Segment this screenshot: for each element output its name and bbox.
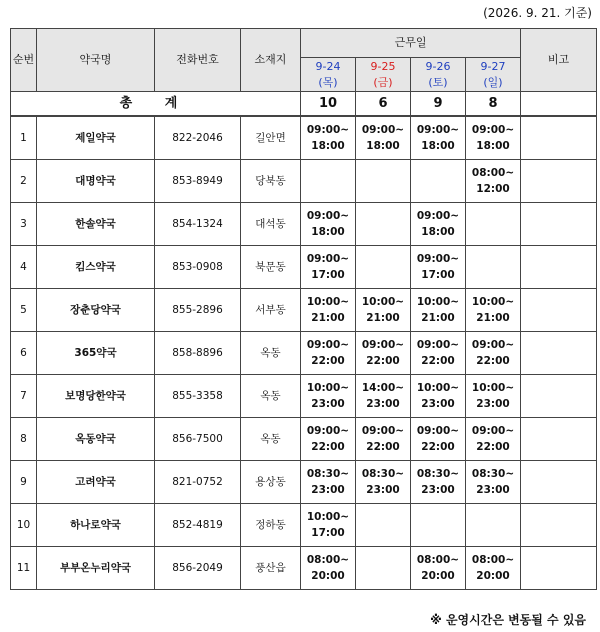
work-hours xyxy=(411,116,466,160)
work-hours xyxy=(301,504,356,547)
phone-number: 853-8949 xyxy=(155,160,241,203)
start-time: 14:00~ xyxy=(361,382,405,394)
pharmacy-name: 하나로약국 xyxy=(37,504,155,547)
note-cell xyxy=(521,375,597,418)
pharmacy-name: 365약국 xyxy=(37,332,155,375)
footnote: ※ 운영시간은 변동될 수 있음 xyxy=(430,613,586,627)
end-time: 22:00 xyxy=(476,441,510,453)
end-time: 23:00 xyxy=(476,484,510,496)
as-of-date: (2026. 9. 21. 기준) xyxy=(483,6,592,20)
total-count: 8 xyxy=(466,92,521,117)
day-header xyxy=(466,58,521,92)
location: 풍산읍 xyxy=(241,547,301,590)
table-row xyxy=(11,289,597,332)
work-hours xyxy=(411,160,466,203)
end-time: 21:00 xyxy=(311,312,345,324)
start-time: 08:30~ xyxy=(471,468,515,480)
end-time: 23:00 xyxy=(311,398,345,410)
table-row xyxy=(11,332,597,375)
work-hours xyxy=(356,375,411,418)
start-time: 09:00~ xyxy=(361,339,405,351)
start-time: 09:00~ xyxy=(361,425,405,437)
start-time: 10:00~ xyxy=(306,382,350,394)
header-work-days: 근무일 xyxy=(301,29,521,58)
pharmacy-name: 제일약국 xyxy=(37,116,155,160)
location: 서부동 xyxy=(241,289,301,332)
phone-number: 855-2896 xyxy=(155,289,241,332)
table-row xyxy=(11,116,597,160)
end-time: 23:00 xyxy=(421,484,455,496)
work-hours xyxy=(301,246,356,289)
header-name: 약국명 xyxy=(37,29,155,92)
start-time: 09:00~ xyxy=(471,339,515,351)
phone-number: 855-3358 xyxy=(155,375,241,418)
row-number: 1 xyxy=(11,116,37,160)
work-hours xyxy=(411,332,466,375)
end-time: 18:00 xyxy=(311,140,345,152)
table-row xyxy=(11,504,597,547)
start-time: 09:00~ xyxy=(306,124,350,136)
start-time: 10:00~ xyxy=(416,296,460,308)
work-hours xyxy=(301,160,356,203)
total-count: 9 xyxy=(411,92,466,117)
work-hours xyxy=(356,246,411,289)
start-time: 10:00~ xyxy=(306,296,350,308)
total-label: 총 계 xyxy=(11,92,301,117)
start-time: 09:00~ xyxy=(416,339,460,351)
work-hours xyxy=(466,160,521,203)
note-cell xyxy=(521,289,597,332)
work-hours xyxy=(301,461,356,504)
work-hours xyxy=(466,203,521,246)
total-note xyxy=(521,92,597,117)
end-time: 23:00 xyxy=(366,398,400,410)
end-time: 18:00 xyxy=(311,226,345,238)
pharmacy-name: 한솔약국 xyxy=(37,203,155,246)
table-row xyxy=(11,246,597,289)
work-hours xyxy=(411,289,466,332)
note-cell xyxy=(521,203,597,246)
total-count: 10 xyxy=(301,92,356,117)
end-time: 20:00 xyxy=(476,570,510,582)
note-cell xyxy=(521,547,597,590)
header-note: 비고 xyxy=(521,29,597,92)
end-time: 21:00 xyxy=(476,312,510,324)
end-time: 23:00 xyxy=(421,398,455,410)
start-time: 09:00~ xyxy=(416,210,460,222)
day-weekday: (금) xyxy=(373,75,393,89)
end-time: 17:00 xyxy=(311,269,345,281)
table-row xyxy=(11,418,597,461)
start-time: 10:00~ xyxy=(416,382,460,394)
end-time: 23:00 xyxy=(476,398,510,410)
day-date: 9-27 xyxy=(480,59,506,73)
start-time: 09:00~ xyxy=(361,124,405,136)
work-hours xyxy=(356,504,411,547)
phone-number: 821-0752 xyxy=(155,461,241,504)
row-number: 6 xyxy=(11,332,37,375)
location: 옥동 xyxy=(241,418,301,461)
work-hours xyxy=(466,461,521,504)
row-number: 2 xyxy=(11,160,37,203)
phone-number: 852-4819 xyxy=(155,504,241,547)
work-hours xyxy=(411,418,466,461)
end-time: 22:00 xyxy=(421,355,455,367)
start-time: 09:00~ xyxy=(416,253,460,265)
header-phone: 전화번호 xyxy=(155,29,241,92)
location: 대석동 xyxy=(241,203,301,246)
total-count: 6 xyxy=(356,92,411,117)
end-time: 23:00 xyxy=(366,484,400,496)
location: 용상동 xyxy=(241,461,301,504)
start-time: 10:00~ xyxy=(471,382,515,394)
work-hours xyxy=(466,547,521,590)
start-time: 09:00~ xyxy=(471,124,515,136)
note-cell xyxy=(521,332,597,375)
row-number: 10 xyxy=(11,504,37,547)
table-row xyxy=(11,203,597,246)
day-header xyxy=(356,58,411,92)
end-time: 18:00 xyxy=(366,140,400,152)
work-hours xyxy=(466,332,521,375)
day-header xyxy=(411,58,466,92)
end-time: 12:00 xyxy=(476,183,510,195)
start-time: 08:30~ xyxy=(361,468,405,480)
work-hours xyxy=(356,418,411,461)
table-row xyxy=(11,160,597,203)
start-time: 10:00~ xyxy=(471,296,515,308)
row-number: 5 xyxy=(11,289,37,332)
work-hours xyxy=(466,418,521,461)
pharmacy-name: 장춘당약국 xyxy=(37,289,155,332)
end-time: 23:00 xyxy=(311,484,345,496)
end-time: 21:00 xyxy=(421,312,455,324)
end-time: 18:00 xyxy=(421,140,455,152)
work-hours xyxy=(356,461,411,504)
work-hours xyxy=(356,332,411,375)
start-time: 08:00~ xyxy=(306,554,350,566)
work-hours xyxy=(356,203,411,246)
end-time: 22:00 xyxy=(366,355,400,367)
work-hours xyxy=(356,116,411,160)
start-time: 08:30~ xyxy=(306,468,350,480)
work-hours xyxy=(356,547,411,590)
work-hours xyxy=(356,160,411,203)
start-time: 09:00~ xyxy=(416,425,460,437)
pharmacy-name: 보명당한약국 xyxy=(37,375,155,418)
row-number: 4 xyxy=(11,246,37,289)
work-hours xyxy=(411,246,466,289)
work-hours xyxy=(301,547,356,590)
end-time: 22:00 xyxy=(421,441,455,453)
total-row xyxy=(11,92,597,117)
work-hours xyxy=(411,375,466,418)
work-hours xyxy=(356,289,411,332)
work-hours xyxy=(301,332,356,375)
pharmacy-name: 부부온누리약국 xyxy=(37,547,155,590)
start-time: 09:00~ xyxy=(306,339,350,351)
start-time: 08:00~ xyxy=(471,167,515,179)
work-hours xyxy=(411,504,466,547)
work-hours xyxy=(301,289,356,332)
work-hours xyxy=(411,547,466,590)
phone-number: 854-1324 xyxy=(155,203,241,246)
phone-number: 856-7500 xyxy=(155,418,241,461)
work-hours xyxy=(466,375,521,418)
pharmacy-name: 옥동약국 xyxy=(37,418,155,461)
end-time: 21:00 xyxy=(366,312,400,324)
work-hours xyxy=(466,116,521,160)
work-hours xyxy=(301,203,356,246)
work-hours xyxy=(466,246,521,289)
start-time: 08:00~ xyxy=(416,554,460,566)
note-cell xyxy=(521,160,597,203)
start-time: 10:00~ xyxy=(361,296,405,308)
day-date: 9-25 xyxy=(370,59,396,73)
phone-number: 856-2049 xyxy=(155,547,241,590)
work-hours xyxy=(301,418,356,461)
end-time: 22:00 xyxy=(366,441,400,453)
start-time: 09:00~ xyxy=(416,124,460,136)
end-time: 20:00 xyxy=(421,570,455,582)
start-time: 08:00~ xyxy=(471,554,515,566)
header-location: 소재지 xyxy=(241,29,301,92)
phone-number: 853-0908 xyxy=(155,246,241,289)
day-weekday: (목) xyxy=(318,75,338,89)
work-hours xyxy=(301,116,356,160)
location: 정하동 xyxy=(241,504,301,547)
table-row xyxy=(11,461,597,504)
end-time: 17:00 xyxy=(421,269,455,281)
end-time: 18:00 xyxy=(421,226,455,238)
note-cell xyxy=(521,116,597,160)
note-cell xyxy=(521,246,597,289)
end-time: 22:00 xyxy=(311,441,345,453)
row-number: 8 xyxy=(11,418,37,461)
row-number: 7 xyxy=(11,375,37,418)
pharmacy-name: 대명약국 xyxy=(37,160,155,203)
work-hours xyxy=(411,461,466,504)
note-cell xyxy=(521,461,597,504)
start-time: 10:00~ xyxy=(306,511,350,523)
location: 북문동 xyxy=(241,246,301,289)
start-time: 09:00~ xyxy=(306,425,350,437)
phone-number: 822-2046 xyxy=(155,116,241,160)
header-no: 순번 xyxy=(11,29,37,92)
start-time: 08:30~ xyxy=(416,468,460,480)
pharmacy-schedule-table xyxy=(10,28,597,590)
note-cell xyxy=(521,418,597,461)
day-date: 9-26 xyxy=(425,59,451,73)
start-time: 09:00~ xyxy=(306,253,350,265)
pharmacy-name: 고려약국 xyxy=(37,461,155,504)
end-time: 22:00 xyxy=(311,355,345,367)
work-hours xyxy=(466,504,521,547)
note-cell xyxy=(521,504,597,547)
work-hours xyxy=(411,203,466,246)
day-weekday: (토) xyxy=(428,75,448,89)
location: 당북동 xyxy=(241,160,301,203)
start-time: 09:00~ xyxy=(471,425,515,437)
row-number: 11 xyxy=(11,547,37,590)
start-time: 09:00~ xyxy=(306,210,350,222)
end-time: 22:00 xyxy=(476,355,510,367)
table-row xyxy=(11,547,597,590)
phone-number: 858-8896 xyxy=(155,332,241,375)
work-hours xyxy=(466,289,521,332)
table-row xyxy=(11,375,597,418)
location: 옥동 xyxy=(241,375,301,418)
day-weekday: (일) xyxy=(483,75,503,89)
end-time: 18:00 xyxy=(476,140,510,152)
location: 옥동 xyxy=(241,332,301,375)
row-number: 9 xyxy=(11,461,37,504)
day-date: 9-24 xyxy=(315,59,341,73)
end-time: 17:00 xyxy=(311,527,345,539)
row-number: 3 xyxy=(11,203,37,246)
work-hours xyxy=(301,375,356,418)
location: 길안면 xyxy=(241,116,301,160)
end-time: 20:00 xyxy=(311,570,345,582)
day-header xyxy=(301,58,356,92)
pharmacy-name: 킴스약국 xyxy=(37,246,155,289)
